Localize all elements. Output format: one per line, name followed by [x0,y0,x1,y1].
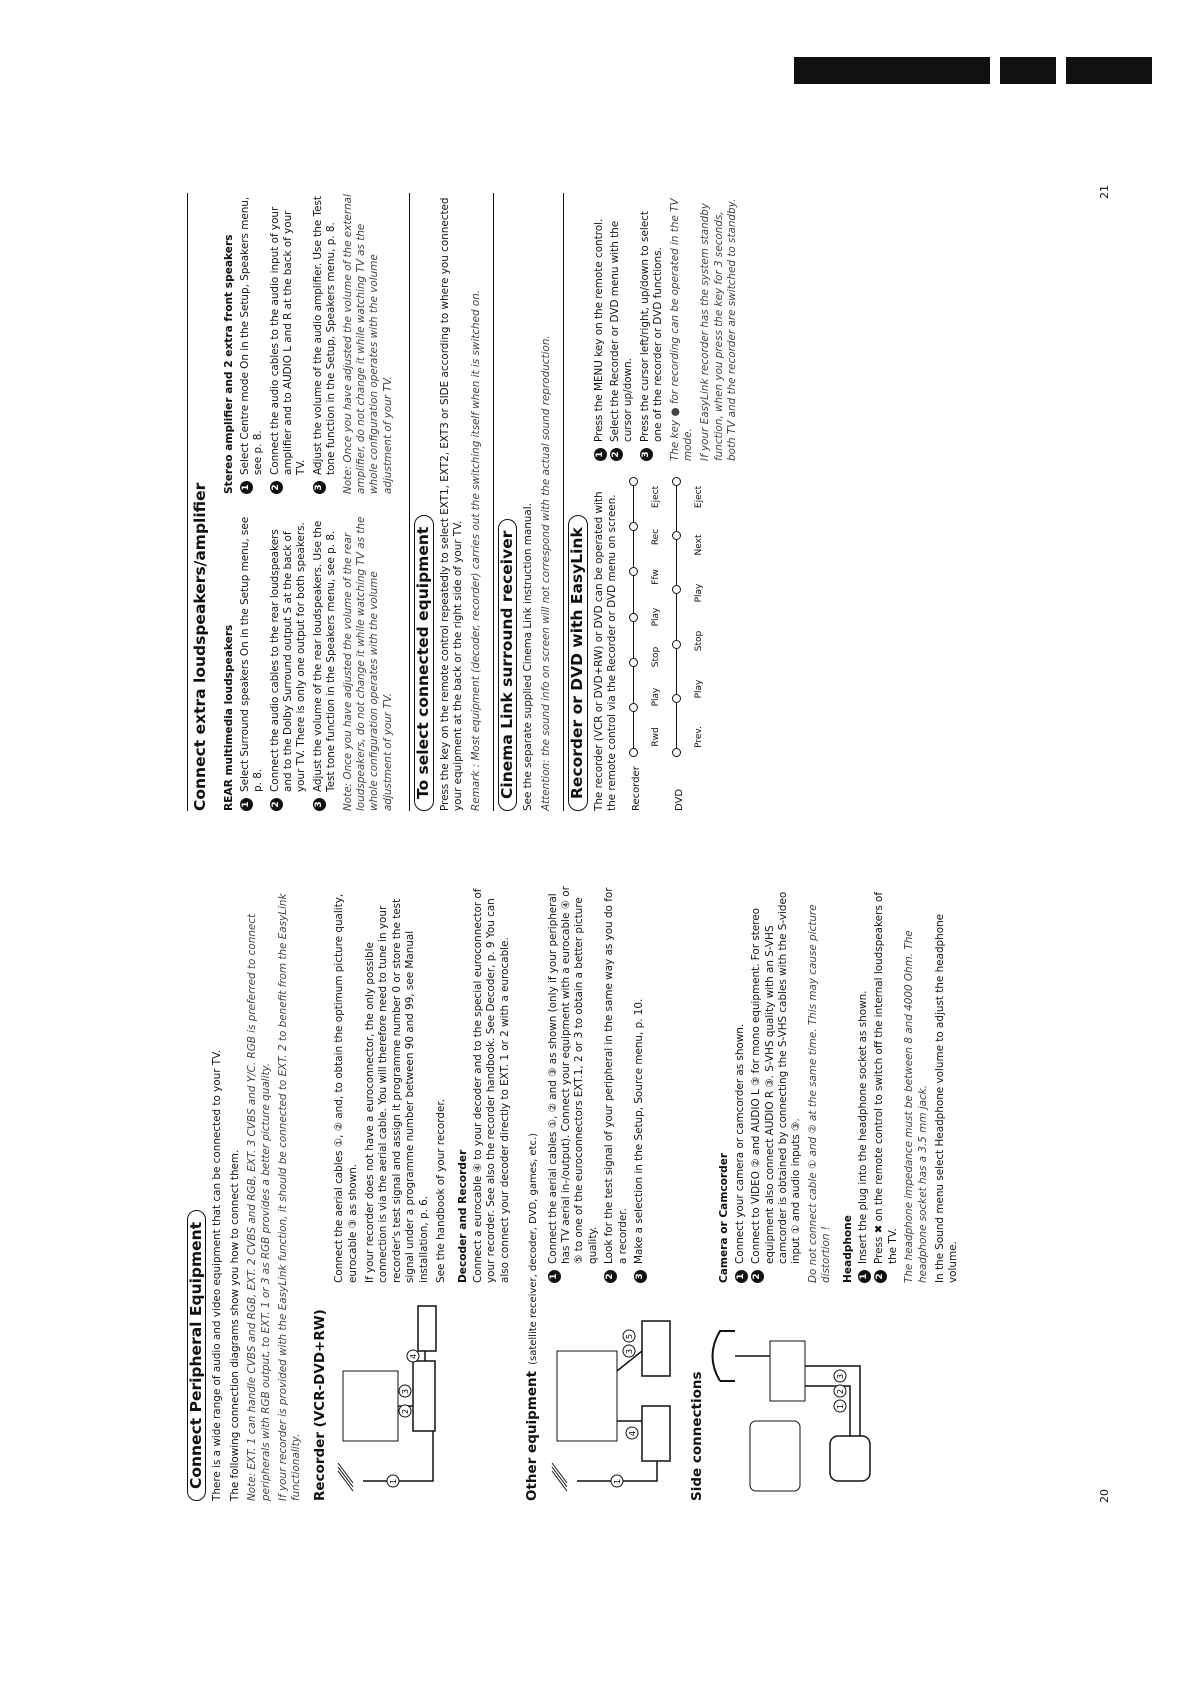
side-connections-heading: Side connections [688,1371,705,1501]
rec-key-ffw: Ffw [651,569,662,585]
camera-item-2: Connect to VIDEO ② and AUDIO L ③ for mono equipment. For stereo equipment also connect AUDIO R ③. S-VHS quality with an S-VHS camcorder is obtained by connecting the S-VHS cables with the S-video input ① and audio inputs ③. [750,891,803,1264]
recorder-heading: Recorder (VCR-DVD+RW) [311,1309,328,1501]
camera-heading: Camera or Camcorder [718,1152,731,1283]
stereo-item-2: Connect the audio cables to the audio input of your amplifier and to AUDIO L and R at the back of your TV. [268,206,308,475]
rec-key-eject: Eject [651,485,662,509]
easylink-note-1: The key ● for recording can be operated in the TV mode. [668,198,694,461]
dvd-key-next: Next [693,534,704,556]
headphone-item-2: Press ✖ on the remote control to switch off the internal loudspeakers of the TV. [873,891,899,1264]
other-item-1: Connect the aerial cables ①, ② and ③ as shown (only if your peripheral has TV aerial in-/output). Connect your equipment with a eurocable ④ or ⑤ to one of the euroconnectors EXT.1, 2 or 3 to obtain a better picture quality. [546,886,599,1264]
dvd-key-eject: Eject [693,485,704,509]
svg-text:1: 1 [836,1403,846,1409]
select-rule [409,193,410,811]
svg-text:2: 2 [401,1408,411,1414]
left-page-title: Connect Peripheral Equipment [187,1210,206,1501]
headphone-text: In the Sound menu select Headphone volume to adjust the headphone volume. [934,913,960,1283]
other-equipment-diagram [547,1301,681,1501]
easylink-rule [563,193,564,811]
stereo-note: Note: Once you have adjusted the volume of the external amplifier, do not change it while watching TV as the whole configuration operates with the volume adjustment of your TV. [341,194,394,494]
right-page-title: Connect extra loudspeakers/amplifier [191,482,209,811]
camera-note: Do not connect cable ① and ② at the same time. This may cause picture distortion ! [806,904,833,1283]
svg-text:4: 4 [409,1353,419,1359]
stereo-item-3: Adjust the volume of the audio amplifier. Use the Test tone function in the Setup, Speakers menu, p. 8. [311,196,338,475]
right-page-number: 21 [1097,185,1111,199]
rear-item-3: Adjust the volume of the rear loudspeakers. Use the Test tone function in the Speakers menu, see p. 8. [311,520,338,792]
rec-key-rec: Rec [651,528,662,546]
right-title-rule [187,193,188,811]
intro-line-2: The following connection diagrams show you how to connect them. [228,1149,241,1501]
left-page: Connect Peripheral Equipment There is a wide range of audio and video equipment that can be connected to your TV. The following connection diagrams show you how to connect them. Note: EXT. 1 can handle CVBS and RGB, EXT. 2 CVBS and RGB, EXT. 3 CVBS and Y/C. RGB is preferred to connect peripherals with RGB output, to EXT. 1 or 3 as RGB provides a better picture quality. If your recorder is provided with the EasyLink function, it should be connected to EXT. 2 to benefit from the EasyLink functionality. Recorder (VCR-DVD+RW) 1 2 3 4 Connect the aerial cables ①, ② and, to obtain the optimum picture quality, eurocable ③ as shown. If your recorder does not have a euroconnector, the only possible connection is via the aerial cable. You will therefore need to tune in your recorder's test signal and assign it programme number 0 or store the test signal under a programme number between 90 and 99, see Manual installation, p. 6. See the handbook of your recorder. Decoder and Recorder Connect a eurocable ④ to your decoder and to the special euroconnector of your recorder. See also the recorder handbook. See Decoder, p. 9 You can also connect your decoder directly to EXT. 1 or 2 with a eurocable. Other equipment(satellite receiver, decoder, DVD, games, etc.) 1 4 3 5 1 Connect the aerial cables ①, ② and ③ as shown (only if your peripheral has TV aerial in-/output). Connect your equipment with a eurocable ④ or ⑤ to one of the euroconnectors EXT.1, 2 or 3 to obtain a better picture quality. 2 Look for the test signal of your peripheral in the same way as you do for a recorder. 3 Make a selection in the Setup, Source menu, p. 10. Side connections 1 2 3 Camera or Camcorder 1 Connect your camera or camcorder as shown. 2 Connect to VIDEO ② and AUDIO L ③ for mono equipment. For stereo equipment also connect AUDIO R ③. S-VHS quality with an S-VHS camcorder is obtained by connecting the S-VHS cables with the S-video input ① and audio inputs ③. Do not connect cable ① and ② at the same time. This may cause picture distortion ! Headphone 1 Insert the plug into the headphone socket as shown. 2 Press ✖ on the remote control to switch off the internal loudspeakers of the TV. The headphone impedance must be between 8 and 4000 Ohm. The headphone socket has a 3.5 mm jack. In the Sound menu select Headphone volume to adjust the headphone volume. 20 [157,847,1117,1537]
svg-text:1: 1 [612,1478,622,1484]
dvd-key-stop: Stop [693,630,704,652]
stereo-heading: Stereo amplifier and 2 extra front speakers [223,234,236,494]
camera-item-1: Connect your camera or camcorder as shown. [733,1023,746,1264]
right-page: Connect extra loudspeakers/amplifier REAR multimedia loudspeakers 1 Select Surround speakers On in the Setup menu, see p. 8. 2 Connect the audio cables to the rear loudspeakers and to the Dolby Surround output S at the back of your TV. There is only one output for both speakers. 3 Adjust the volume of the rear loudspeakers. Use the Test tone function in the Speakers menu, see p. 8. Note: Once you have adjusted the volume of the rear loudspeakers, do not change it while watching TV as the whole configuration operates with the volume adjustment of your TV. Stereo amplifier and 2 extra front speakers 1 Select Centre mode On in the Setup, Speakers menu, see p. 8. 2 Connect the audio cables to the audio input of your amplifier and to AUDIO L and R at the back of your TV. 3 Adjust the volume of the audio amplifier. Use the Test tone function in the Setup, Speakers menu, p. 8. Note: Once you have adjusted the volume of the external amplifier, do not change it while watching TV as the whole configuration operates with the volume adjustment of your TV. To select connected equipment Press the key on the remote control repeatedly to select EXT1, EXT2, EXT3 or SIDE according to where you connected your equipment at the back or the right side of your TV. Remark : Most equipment (decoder, recorder) carries out the switching itself when it is switched on. Cinema Link surround receiver See the separate supplied Cinema Link instruction manual. Attention: the sound info on screen will not correspond with the actual sound reproduction. Recorder or DVD with EasyLink The recorder (VCR or DVD+RW) or DVD can be operated with the remote control via the Recorder or DVD menu on screen. Recorder Rwd Play Stop Play Ffw Rec Eject DVD Prev. Play Stop Play Next Eject 1 Press the MENU key on the remote control. 2 Select the Recorder or DVD menu with the cursor up/down. 3 Press the cursor left/right, up/down to select one of the recorder or DVD functions. The key ● for recording can be operated in the TV mode. If your EasyLink recorder has the system standby function, when you press the key for 3 seconds, both TV and the recorder are switched to standby. 21 [157,157,1117,847]
cinema-text: See the separate supplied Cinema Link instruction manual. [522,503,535,811]
svg-text:1: 1 [389,1478,399,1484]
select-text: Press the key on the remote control repeatedly to select EXT1, EXT2, EXT3 or SIDE according to where you connected your equipment at the back or the right side of your TV. [438,197,465,811]
select-title: To select connected equipment [414,515,433,811]
recorder-text-3: See the handbook of your recorder. [435,1099,448,1283]
easylink-note-2: If your EasyLink recorder has the system standby function, when you press the key for 3 seconds, both TV and the recorder are switched to standby. [699,198,739,461]
decoder-text: Connect a eurocable ④ to your decoder and to the special euroconnector of your recorder. See also the recorder handbook. See Decoder, p. 9 You can also connect your decoder directly to EXT. 1 or 2 with a eurocable. [471,888,511,1283]
recorder-text-1: Connect the aerial cables ①, ② and, to obtain the optimum picture quality, eurocable ③ as shown. [333,893,359,1283]
headphone-note: The headphone impedance must be between 8 and 4000 Ohm. The headphone socket has a 3.5 mm jack. [903,930,929,1283]
remote-diagram [625,477,706,811]
headphone-item-1: Insert the plug into the headphone socket as shown. [857,990,869,1264]
svg-text:5: 5 [624,1333,634,1339]
cinema-attention: Attention: the sound info on screen will not correspond with the actual sound reproduction. [539,335,552,811]
easylink-item-3: Press the cursor left/right, up/down to select one of the recorder or DVD functions. [638,211,665,442]
dvd-key-prev: Prev. [693,726,704,748]
other-item-2: Look for the test signal of your peripheral in the same way as you do for a recorder. [603,887,629,1264]
headphone-heading: Headphone [841,1215,854,1283]
rear-item-1: Select Surround speakers On in the Setup menu, see p. 8. [238,516,265,792]
easylink-text: The recorder (VCR or DVD+RW) or DVD can be operated with the remote control via the Recorder or DVD menu on screen. [592,491,618,811]
note-ext: Note: EXT. 1 can handle CVBS and RGB, EXT. 2 CVBS and RGB, EXT. 3 CVBS and Y/C. RGB is preferred to connect peripherals with RGB output, to EXT. 1 or 3 as RGB provides a better picture quality. [246,913,272,1501]
svg-text:3: 3 [401,1388,411,1394]
rear-heading: REAR multimedia loudspeakers [223,624,236,811]
header-bar-2 [1000,57,1056,84]
decoder-heading: Decoder and Recorder [456,1149,469,1283]
note-easylink: If your recorder is provided with the EasyLink function, it should be connected to EXT. 2 to benefit from the EasyLink functionality. [277,893,303,1501]
rec-key-play: Play [651,607,662,627]
rear-note: Note: Once you have adjusted the volume of the rear loudspeakers, do not change it while watching TV as the whole configuration operates with the volume adjustment of your TV. [341,516,394,811]
rotated-page [157,157,1117,1537]
stereo-item-1: Select Centre mode On in the Setup, Speakers menu, see p. 8. [238,196,265,475]
recorder-label: Recorder [631,766,643,811]
svg-text:3: 3 [624,1348,634,1354]
easylink-item-2: Select the Recorder or DVD menu with the cursor up/down. [608,220,635,442]
recorder-text-2: If your recorder does not have a euroconnector, the only possible connection is via the aerial cable. You will therefore need to tune in your recorder's test signal and assign it programme number 0 or store the test signal under a programme number between 90 and 99, see Manual installation, p. 6. [364,898,430,1283]
rec-key-play-back: Play [651,687,662,707]
intro-line-1: There is a wide range of audio and video equipment that can be connected to your TV. [211,1049,224,1501]
header-bar-3 [1066,57,1152,84]
rec-key-rwd: Rwd [651,727,662,747]
dvd-key-play: Play [693,583,704,603]
svg-text:3: 3 [836,1373,846,1379]
rec-key-stop: Stop [651,646,662,668]
cinema-rule [493,193,494,811]
rear-item-2: Connect the audio cables to the rear loudspeakers and to the Dolby Surround output S at the back of your TV. There is only one output for both speakers. [268,522,308,792]
easylink-title: Recorder or DVD with EasyLink [568,515,587,811]
cinema-title: Cinema Link surround receiver [498,519,517,811]
select-remark: Remark : Most equipment (decoder, recorder) carries out the switching itself when it is switched on. [469,289,482,811]
other-equipment-sub: (satellite receiver, decoder, DVD, games, etc.) [528,1132,540,1365]
other-equipment-heading [526,883,540,1501]
easylink-item-1: Press the MENU key on the remote control. [592,218,605,442]
dvd-label: DVD [673,788,685,811]
svg-text:2: 2 [836,1388,846,1394]
svg-text:4: 4 [627,1430,637,1436]
other-equipment-title: Other equipment [524,1370,541,1501]
recorder-diagram [333,1301,516,1501]
other-item-3: Make a selection in the Setup, Source menu, p. 10. [632,998,645,1264]
header-bar-1 [794,57,990,84]
side-connections-diagram [710,1301,965,1501]
left-page-number: 20 [1097,1489,1111,1503]
dvd-key-play-back: Play [693,679,704,699]
